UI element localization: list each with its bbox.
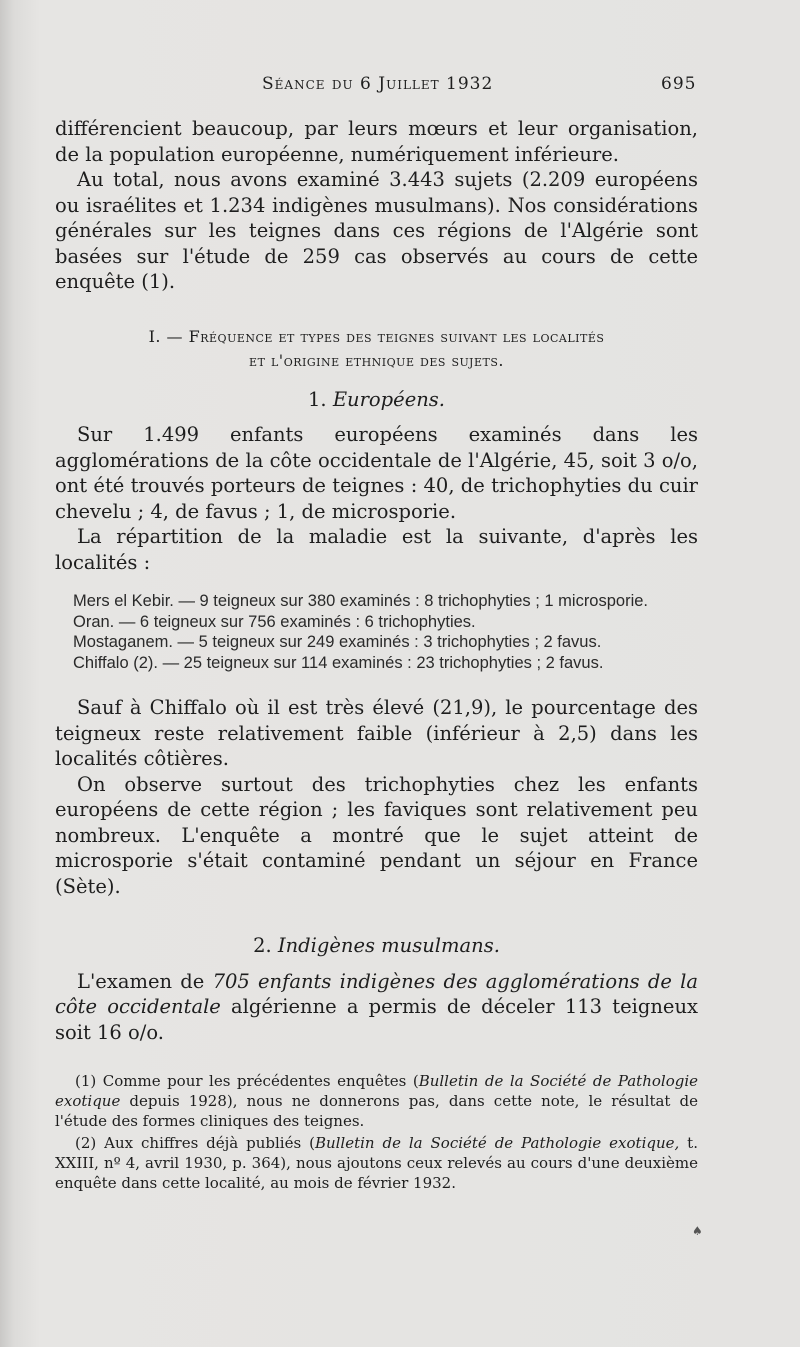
body-text (55, 116, 698, 1195)
paragraph: La répartition de la maladie est la suivante, d'après les localités : (55, 525, 698, 574)
text-run: depuis 1928), nous ne donnerons pas, dans cette note, le résultat de l'étude des formes cliniques des teignes. (55, 1092, 698, 1130)
subsection-number: 1. (308, 387, 327, 411)
list-item: Chiffalo (2). — 25 teigneux sur 114 examinés : 23 trichophyties ; 2 favus. (73, 653, 604, 672)
italic-run: 705 enfants indigènes des agglomérations de la côte occidentale (55, 969, 698, 1018)
section-heading-line2: et l'origine ethnique des sujets. (249, 350, 504, 370)
paragraph: différencient beaucoup, par leurs mœurs et leur organisation, de la population européenne, numériquement inférieure. (55, 117, 698, 166)
text-run: L'examen de (77, 969, 213, 993)
italic-run: Bulletin de la Société de Pathologie exotique, (314, 1134, 680, 1152)
list-item: Mers el Kebir. — 9 teigneux sur 380 examinés : 8 trichophyties ; 1 microsporie. (73, 592, 649, 610)
section-heading-line1: I. — Fréquence et types des teignes suivant les localités (148, 326, 605, 346)
localites-list (55, 591, 698, 673)
paragraph: Sauf à Chiffalo où il est très élevé (21,9), le pourcentage des teigneux reste relativement faible (inférieur à 2,5) dans les localités côtières. (55, 696, 698, 770)
text-run: algérienne a permis de déceler 113 teigneux soit 16 o/o. (55, 995, 699, 1044)
subsection-number: 2. (253, 934, 272, 957)
list-item: Oran. — 6 teigneux sur 756 examinés : 6 trichophyties. (73, 612, 476, 631)
footnotes (55, 1071, 698, 1193)
subsection-heading (55, 387, 698, 413)
subsection-title: Indigènes musulmans. (277, 934, 500, 957)
subsection-heading (55, 933, 698, 959)
paragraph: On observe surtout des trichophyties chez les enfants européens de cette région ; les faviques sont relativement peu nombreux. L'enquête a montré que le sujet atteint de microsporie s'était contaminé pendant un séjour en France (Sète). (55, 772, 698, 898)
text-run: (2) Aux chiffres déjà publiés ( (75, 1134, 315, 1152)
page-number: 695 (661, 74, 697, 94)
text-run: (1) Comme pour les précédentes enquêtes ( (75, 1072, 419, 1090)
paragraph: Au total, nous avons examiné 3.443 sujets (2.209 européens ou israélites et 1.234 indigènes musulmans). Nos considérations générales sur les teignes dans ces régions de l'Algérie sont basées sur l'étude de 259 cas observés au cours de cette enquête (1). (55, 168, 698, 293)
footnote-2 (55, 1133, 698, 1193)
running-title: Séance du 6 Juillet 1932 (262, 74, 494, 94)
footnote-1 (55, 1071, 698, 1131)
subsection-title: Européens. (332, 387, 445, 411)
paragraph: Sur 1.499 enfants européens examinés dans les agglomérations de la côte occidentale de l'Algérie, 45, soit 3 o/o, ont été trouvés porteurs de teignes : 40, de trichophyties du cuir chevelu ; 4, de favus ; 1, de microsporie. (55, 423, 698, 523)
running-header (0, 74, 800, 98)
list-item: Mostaganem. — 5 teigneux sur 249 examinés : 3 trichophyties ; 2 favus. (73, 633, 602, 651)
text-run: t. XXIII, nº 4, avril 1930, p. 364), nous ajoutons ceux relevés au cours d'une deuxième enquête dans cette localité, au mois de février 1932. (55, 1134, 698, 1192)
italic-run: Bulletin de la Société de Pathologie exotique (55, 1072, 698, 1110)
paragraph (55, 969, 698, 1046)
printer-mark: ♠ (692, 1224, 703, 1238)
section-heading (55, 325, 698, 373)
